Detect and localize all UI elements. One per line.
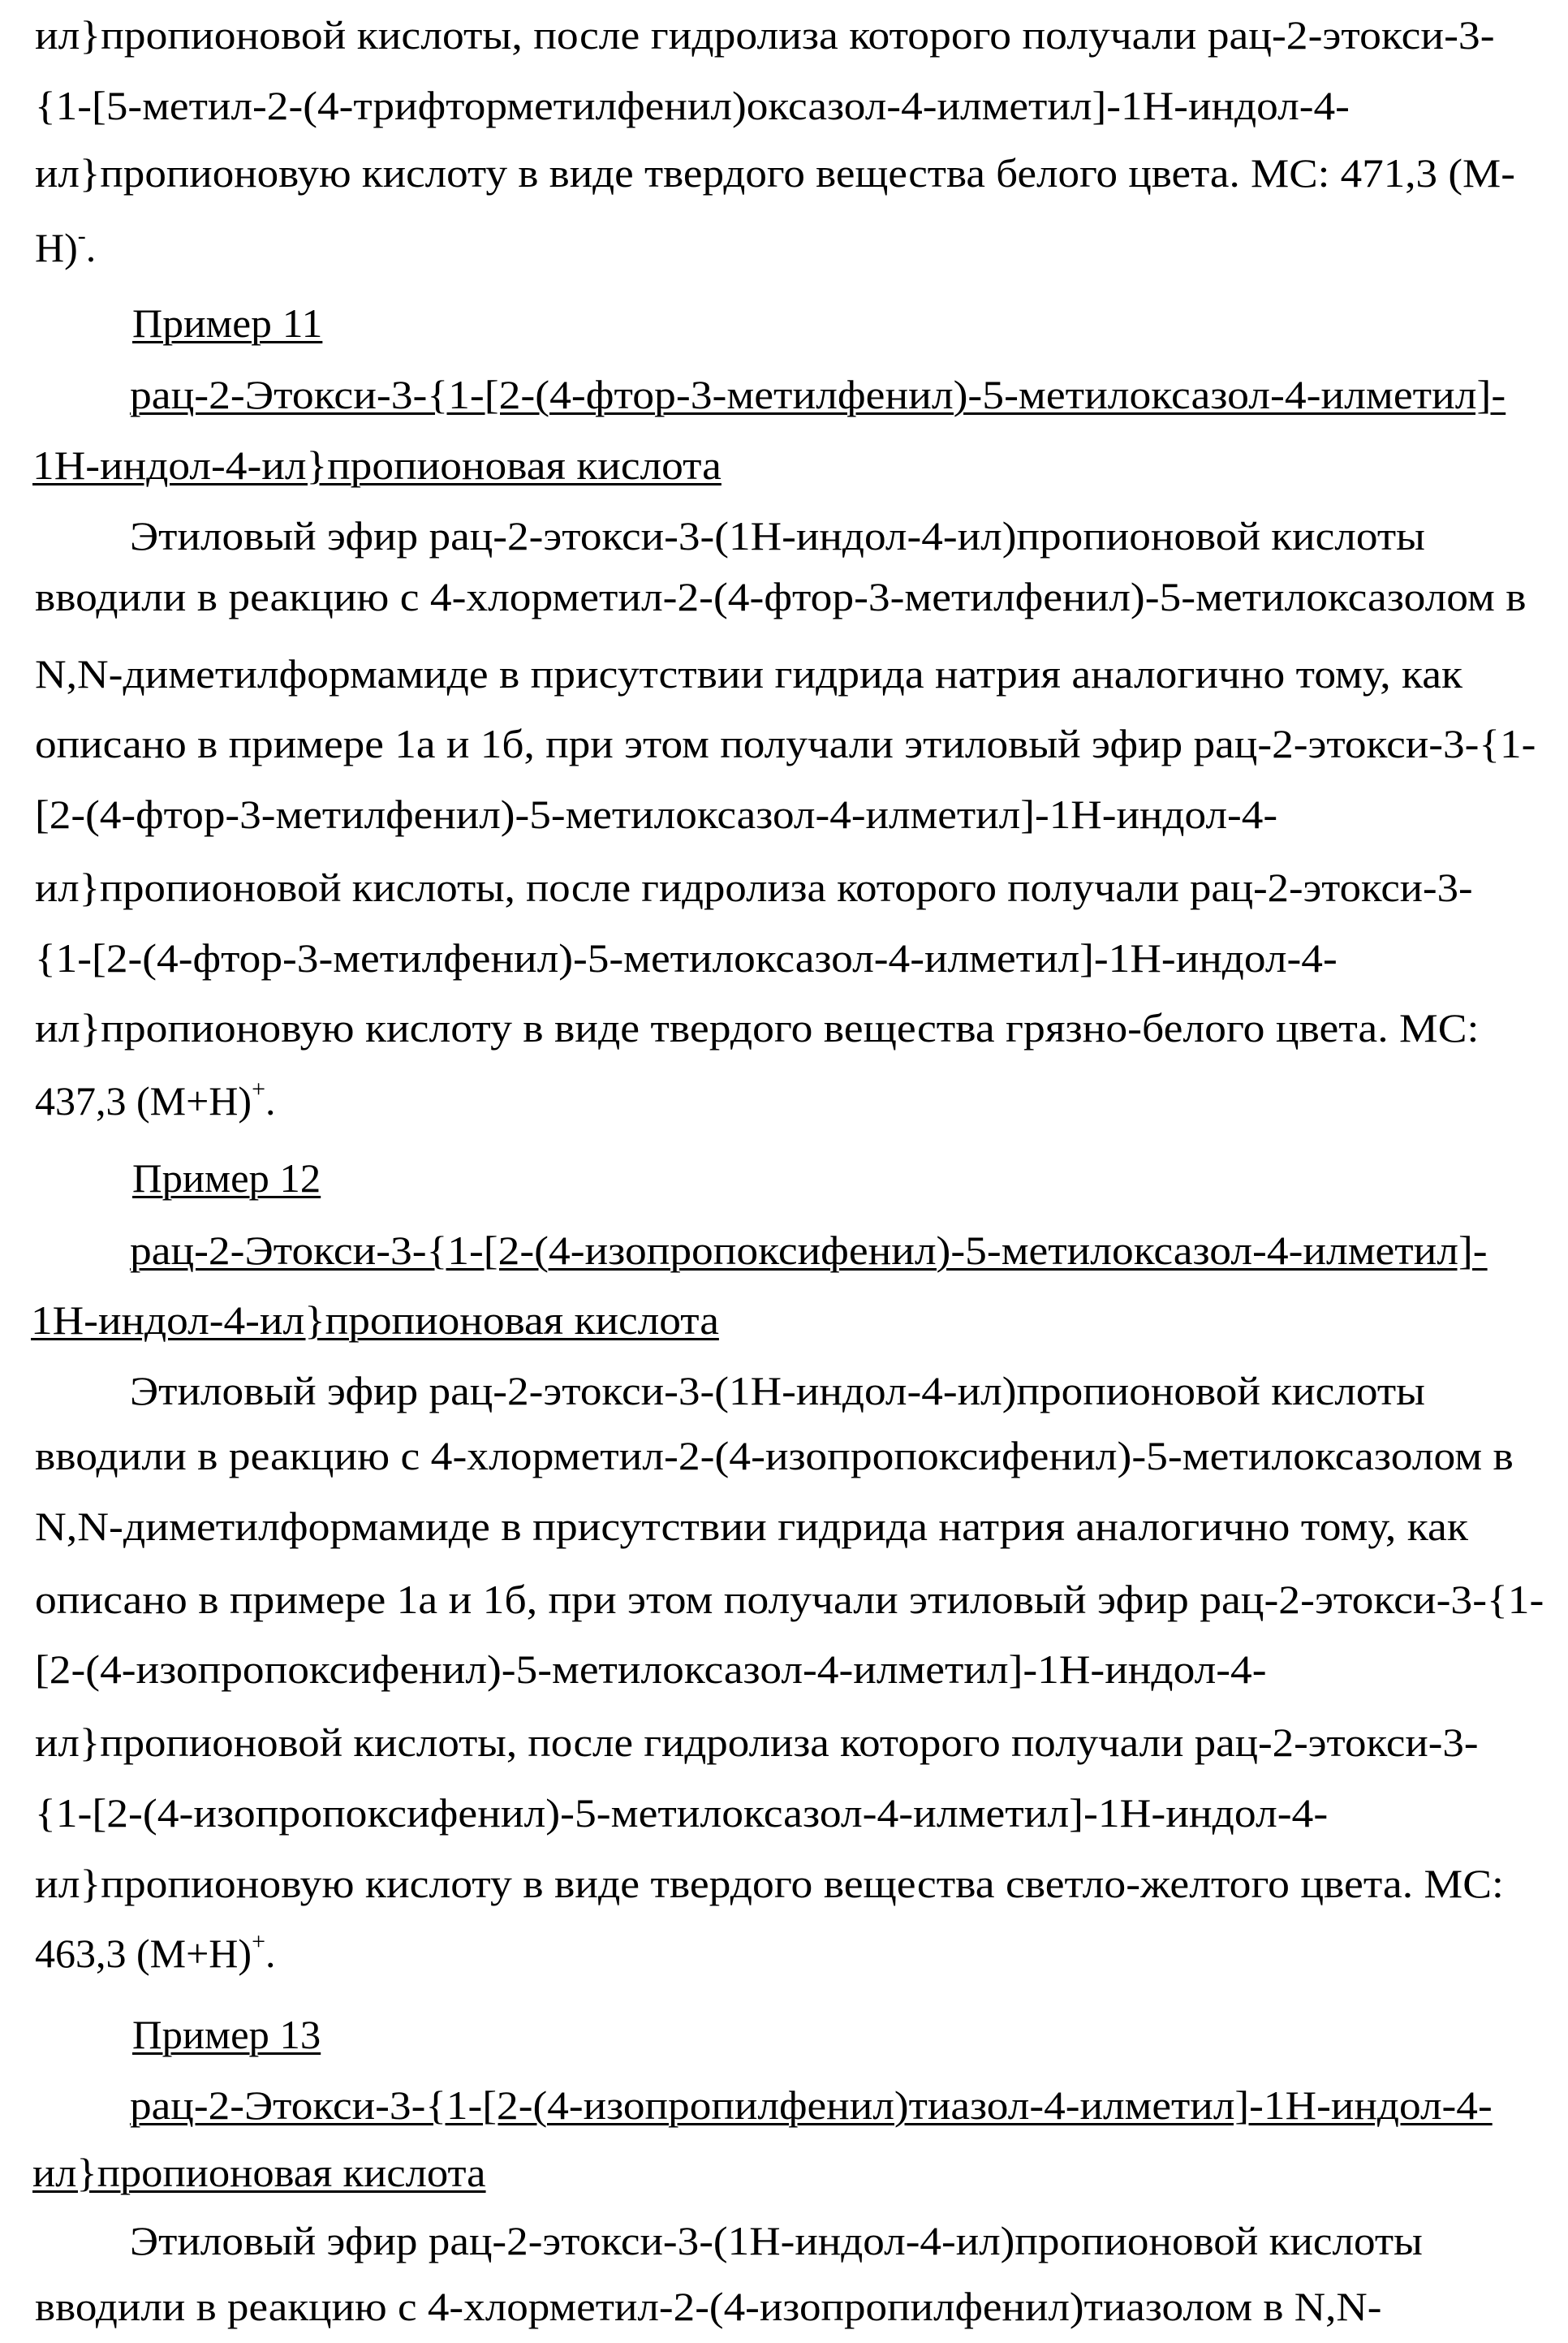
example-title-line: 1H-индол-4-ил}пропионовая кислота	[31, 1300, 719, 1340]
text-line: вводили в реакцию с 4-хлорметил-2-(4-изопропоксифенил)-5-метилоксазолом в	[35, 1435, 1514, 1476]
text-line: {1-[2-(4-изопропоксифенил)-5-метилоксазол-4-илметил]-1H-индол-4-	[35, 1793, 1328, 1833]
ms-end: .	[265, 1931, 276, 1976]
ms-result-line	[35, 227, 96, 268]
example-title-line: 1H-индол-4-ил}пропионовая кислота	[32, 445, 722, 485]
ms-text: 463,3 (M+H)	[35, 1931, 252, 1976]
text-line: N,N-диметилформамиде в присутствии гидрида натрия аналогично тому, как	[35, 1506, 1468, 1547]
ms-end: .	[265, 1078, 276, 1124]
example-title-line: рац-2-Этокси-3-{1-[2-(4-изопропилфенил)тиазол-4-илметил]-1H-индол-4-	[130, 2085, 1493, 2125]
text-line: [2-(4-изопропоксифенил)-5-метилоксазол-4-илметил]-1H-индол-4-	[35, 1649, 1267, 1689]
text-line: N,N-диметилформамиде в присутствии гидрида натрия аналогично тому, как	[35, 654, 1462, 694]
document-page	[0, 0, 1568, 2343]
ms-text: 437,3 (M+H)	[35, 1078, 252, 1124]
example-title-line: ил}пропионовая кислота	[32, 2152, 486, 2193]
text-line: ил}пропионовой кислоты, после гидролиза которого получали рац-2-этокси-3-	[35, 867, 1473, 908]
charge-superscript: +	[252, 1928, 265, 1955]
text-line: ил}пропионовой кислоты, после гидролиза которого получали рац-2-этокси-3-	[35, 1722, 1479, 1763]
text-line: описано в примере 1а и 1б, при этом получали этиловый эфир рац-2-этокси-3-{1-	[35, 723, 1536, 764]
text-line: {1-[5-метил-2-(4-трифторметилфенил)оксазол-4-илметил]-1H-индол-4-	[35, 85, 1350, 126]
text-line: ил}пропионовой кислоты, после гидролиза которого получали рац-2-этокси-3-	[35, 15, 1495, 55]
example-title-line: рац-2-Этокси-3-{1-[2-(4-фтор-3-метилфенил)-5-метилоксазол-4-илметил]-	[130, 374, 1506, 415]
text-line: ил}пропионовую кислоту в виде твердого вещества грязно-белого цвета. МС:	[35, 1008, 1479, 1048]
text-line: ил}пропионовую кислоту в виде твердого вещества светло-желтого цвета. МС:	[35, 1863, 1504, 1904]
example-title-line: рац-2-Этокси-3-{1-[2-(4-изопропоксифенил)-5-метилоксазол-4-илметил]-	[130, 1230, 1488, 1271]
ms-result-line	[35, 1933, 276, 1974]
ms-text: H)	[35, 225, 78, 270]
text-line: Этиловый эфир рац-2-этокси-3-(1H-индол-4-ил)пропионовой кислоты	[130, 516, 1425, 556]
example-heading: Пример 11	[132, 303, 322, 343]
ms-end: .	[86, 225, 97, 270]
charge-superscript: -	[78, 222, 86, 249]
ms-result-line	[35, 1081, 276, 1121]
text-line: ил}пропионовую кислоту в виде твердого вещества белого цвета. МС: 471,3 (М-	[35, 153, 1515, 193]
text-line: Этиловый эфир рац-2-этокси-3-(1H-индол-4-ил)пропионовой кислоты	[130, 2220, 1423, 2261]
charge-superscript: +	[252, 1076, 265, 1102]
example-heading: Пример 12	[132, 1158, 321, 1198]
example-heading: Пример 13	[132, 2014, 321, 2055]
text-line: описано в примере 1а и 1б, при этом получали этиловый эфир рац-2-этокси-3-{1-	[35, 1579, 1544, 1620]
text-line: вводили в реакцию с 4-хлорметил-2-(4-фтор-3-метилфенил)-5-метилоксазолом в	[35, 576, 1526, 617]
text-line: [2-(4-фтор-3-метилфенил)-5-метилоксазол-4-илметил]-1H-индол-4-	[35, 794, 1277, 835]
text-line: {1-[2-(4-фтор-3-метилфенил)-5-метилоксазол-4-илметил]-1H-индол-4-	[35, 938, 1338, 978]
text-line: вводили в реакцию с 4-хлорметил-2-(4-изопропилфенил)тиазолом в N,N-	[35, 2286, 1381, 2327]
text-line: Этиловый эфир рац-2-этокси-3-(1H-индол-4-ил)пропионовой кислоты	[130, 1370, 1425, 1411]
